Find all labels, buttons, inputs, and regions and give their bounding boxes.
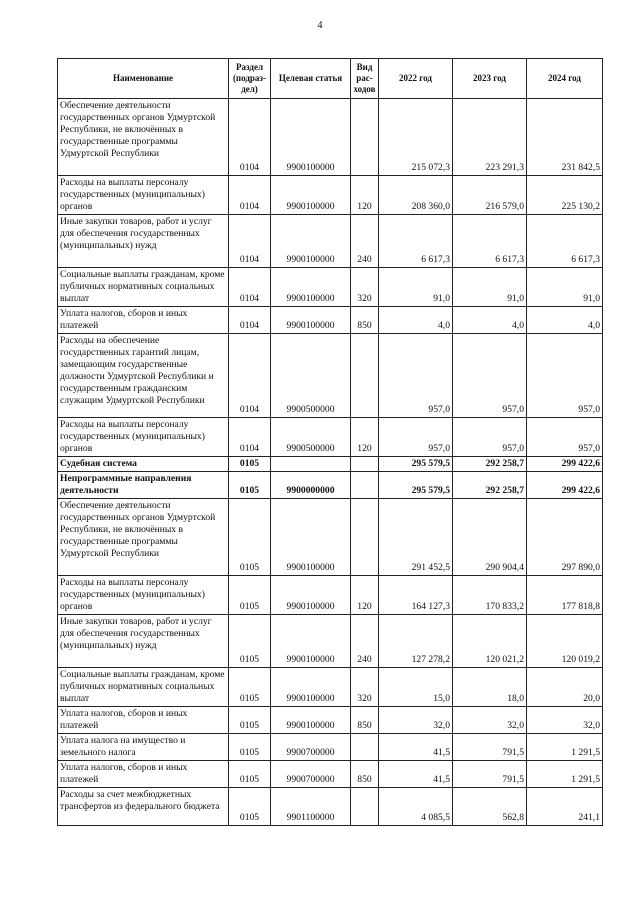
table-row bbox=[58, 268, 603, 307]
cell-name: Расходы за счет межбюджетных трансфертов из федерального бюджета bbox=[58, 788, 229, 826]
table-row bbox=[58, 457, 603, 472]
cell-y2023: 957,0 bbox=[453, 334, 527, 418]
header-2022: 2022 год bbox=[379, 59, 453, 99]
cell-y2022: 208 360,0 bbox=[379, 176, 453, 215]
table-row bbox=[58, 668, 603, 707]
cell-csr: 9900100000 bbox=[271, 576, 351, 615]
cell-csr: 9900500000 bbox=[271, 334, 351, 418]
cell-section: 0104 bbox=[229, 215, 271, 268]
cell-y2024: 32,0 bbox=[527, 707, 603, 734]
cell-y2022: 295 579,5 bbox=[379, 472, 453, 499]
cell-section: 0105 bbox=[229, 788, 271, 826]
cell-name: Непрограммные направления деятельности bbox=[58, 472, 229, 499]
cell-vid: 850 bbox=[351, 307, 379, 334]
cell-y2022: 4,0 bbox=[379, 307, 453, 334]
header-2024: 2024 год bbox=[527, 59, 603, 99]
cell-y2023: 91,0 bbox=[453, 268, 527, 307]
table-header-row bbox=[58, 59, 603, 99]
cell-section: 0105 bbox=[229, 472, 271, 499]
cell-y2023: 290 904,4 bbox=[453, 499, 527, 576]
header-name: Наименование bbox=[58, 59, 229, 99]
cell-section: 0104 bbox=[229, 268, 271, 307]
cell-vid: 120 bbox=[351, 418, 379, 457]
cell-csr: 9900100000 bbox=[271, 268, 351, 307]
cell-vid bbox=[351, 734, 379, 761]
cell-y2023: 6 617,3 bbox=[453, 215, 527, 268]
cell-y2024: 177 818,8 bbox=[527, 576, 603, 615]
cell-y2024: 225 130,2 bbox=[527, 176, 603, 215]
budget-table bbox=[57, 58, 603, 826]
table-row bbox=[58, 761, 603, 788]
cell-csr: 9900000000 bbox=[271, 472, 351, 499]
cell-y2024: 20,0 bbox=[527, 668, 603, 707]
table-row bbox=[58, 418, 603, 457]
cell-vid bbox=[351, 499, 379, 576]
cell-y2022: 32,0 bbox=[379, 707, 453, 734]
cell-y2022: 15,0 bbox=[379, 668, 453, 707]
cell-y2022: 957,0 bbox=[379, 418, 453, 457]
cell-csr bbox=[271, 457, 351, 472]
cell-vid bbox=[351, 457, 379, 472]
cell-vid: 120 bbox=[351, 176, 379, 215]
cell-section: 0105 bbox=[229, 761, 271, 788]
cell-vid bbox=[351, 788, 379, 826]
cell-y2022: 4 085,5 bbox=[379, 788, 453, 826]
cell-y2023: 120 021,2 bbox=[453, 615, 527, 668]
cell-csr: 9900100000 bbox=[271, 215, 351, 268]
cell-csr: 9900500000 bbox=[271, 418, 351, 457]
cell-csr: 9900100000 bbox=[271, 307, 351, 334]
table-row bbox=[58, 99, 603, 176]
cell-name: Расходы на выплаты персоналу государственных (муниципальных) органов bbox=[58, 576, 229, 615]
cell-section: 0105 bbox=[229, 615, 271, 668]
cell-section: 0105 bbox=[229, 707, 271, 734]
cell-section: 0105 bbox=[229, 668, 271, 707]
cell-section: 0104 bbox=[229, 176, 271, 215]
table-row bbox=[58, 576, 603, 615]
table-row bbox=[58, 788, 603, 826]
cell-csr: 9900100000 bbox=[271, 615, 351, 668]
cell-name: Расходы на обеспечение государственных гарантий лицам, замещающим государственные должности Удмуртской Республики и государственным гражданским служащим Удмуртской Республики bbox=[58, 334, 229, 418]
cell-csr: 9900100000 bbox=[271, 99, 351, 176]
cell-y2022: 91,0 bbox=[379, 268, 453, 307]
cell-name: Уплата налога на имущество и земельного налога bbox=[58, 734, 229, 761]
cell-name: Расходы на выплаты персоналу государственных (муниципальных) органов bbox=[58, 418, 229, 457]
cell-csr: 9900100000 bbox=[271, 499, 351, 576]
cell-name: Иные закупки товаров, работ и услуг для обеспечения государственных (муниципальных) нужд bbox=[58, 215, 229, 268]
cell-y2023: 292 258,7 bbox=[453, 457, 527, 472]
cell-y2024: 957,0 bbox=[527, 418, 603, 457]
cell-y2024: 231 842,5 bbox=[527, 99, 603, 176]
cell-y2024: 120 019,2 bbox=[527, 615, 603, 668]
cell-section: 0105 bbox=[229, 734, 271, 761]
cell-y2023: 791,5 bbox=[453, 734, 527, 761]
cell-vid bbox=[351, 472, 379, 499]
cell-vid: 850 bbox=[351, 707, 379, 734]
cell-section: 0105 bbox=[229, 576, 271, 615]
header-2023: 2023 год bbox=[453, 59, 527, 99]
cell-name: Уплата налогов, сборов и иных платежей bbox=[58, 761, 229, 788]
cell-vid bbox=[351, 99, 379, 176]
cell-vid bbox=[351, 334, 379, 418]
cell-y2024: 6 617,3 bbox=[527, 215, 603, 268]
cell-vid: 240 bbox=[351, 215, 379, 268]
cell-y2024: 4,0 bbox=[527, 307, 603, 334]
cell-vid: 320 bbox=[351, 268, 379, 307]
cell-y2022: 164 127,3 bbox=[379, 576, 453, 615]
cell-csr: 9900100000 bbox=[271, 707, 351, 734]
cell-y2023: 4,0 bbox=[453, 307, 527, 334]
header-section: Раздел (подраз-дел) bbox=[229, 59, 271, 99]
cell-name: Социальные выплаты гражданам, кроме публичных нормативных социальных выплат bbox=[58, 268, 229, 307]
cell-y2023: 562,8 bbox=[453, 788, 527, 826]
cell-csr: 9900100000 bbox=[271, 176, 351, 215]
cell-section: 0104 bbox=[229, 307, 271, 334]
cell-name: Иные закупки товаров, работ и услуг для обеспечения государственных (муниципальных) нужд bbox=[58, 615, 229, 668]
cell-csr: 9900700000 bbox=[271, 761, 351, 788]
cell-y2024: 1 291,5 bbox=[527, 761, 603, 788]
cell-y2022: 291 452,5 bbox=[379, 499, 453, 576]
cell-y2022: 957,0 bbox=[379, 334, 453, 418]
cell-y2023: 791,5 bbox=[453, 761, 527, 788]
cell-name: Обеспечение деятельности государственных органов Удмуртской Республики, не включённых в государственные программы Удмуртской Республики bbox=[58, 499, 229, 576]
cell-section: 0104 bbox=[229, 99, 271, 176]
table-row bbox=[58, 499, 603, 576]
cell-y2024: 91,0 bbox=[527, 268, 603, 307]
table-row bbox=[58, 215, 603, 268]
cell-y2022: 41,5 bbox=[379, 734, 453, 761]
cell-csr: 9900700000 bbox=[271, 734, 351, 761]
cell-section: 0105 bbox=[229, 499, 271, 576]
table-row bbox=[58, 334, 603, 418]
header-vid: Вид рас-ходов bbox=[351, 59, 379, 99]
cell-y2023: 170 833,2 bbox=[453, 576, 527, 615]
table-row bbox=[58, 472, 603, 499]
cell-y2024: 241,1 bbox=[527, 788, 603, 826]
table-body bbox=[58, 99, 603, 826]
cell-name: Расходы на выплаты персоналу государственных (муниципальных) органов bbox=[58, 176, 229, 215]
cell-section: 0104 bbox=[229, 334, 271, 418]
cell-csr: 9900100000 bbox=[271, 668, 351, 707]
cell-name: Уплата налогов, сборов и иных платежей bbox=[58, 707, 229, 734]
cell-y2023: 216 579,0 bbox=[453, 176, 527, 215]
cell-y2023: 292 258,7 bbox=[453, 472, 527, 499]
cell-vid: 320 bbox=[351, 668, 379, 707]
cell-y2024: 299 422,6 bbox=[527, 457, 603, 472]
table-row bbox=[58, 615, 603, 668]
cell-y2024: 297 890,0 bbox=[527, 499, 603, 576]
cell-section: 0105 bbox=[229, 457, 271, 472]
cell-y2022: 295 579,5 bbox=[379, 457, 453, 472]
table-row bbox=[58, 176, 603, 215]
cell-vid: 850 bbox=[351, 761, 379, 788]
cell-y2024: 1 291,5 bbox=[527, 734, 603, 761]
cell-y2023: 32,0 bbox=[453, 707, 527, 734]
header-csr: Целевая статья bbox=[271, 59, 351, 99]
cell-y2022: 127 278,2 bbox=[379, 615, 453, 668]
cell-y2024: 957,0 bbox=[527, 334, 603, 418]
cell-vid: 240 bbox=[351, 615, 379, 668]
cell-name: Судебная система bbox=[58, 457, 229, 472]
cell-y2022: 6 617,3 bbox=[379, 215, 453, 268]
cell-y2023: 957,0 bbox=[453, 418, 527, 457]
cell-csr: 9901100000 bbox=[271, 788, 351, 826]
cell-y2023: 223 291,3 bbox=[453, 99, 527, 176]
cell-y2022: 41,5 bbox=[379, 761, 453, 788]
cell-name: Обеспечение деятельности государственных органов Удмуртской Республики, не включённых в государственные программы Удмуртской Республики bbox=[58, 99, 229, 176]
cell-name: Уплата налогов, сборов и иных платежей bbox=[58, 307, 229, 334]
cell-name: Социальные выплаты гражданам, кроме публичных нормативных социальных выплат bbox=[58, 668, 229, 707]
page-number: 4 bbox=[317, 20, 323, 31]
cell-y2023: 18,0 bbox=[453, 668, 527, 707]
table-row bbox=[58, 307, 603, 334]
table-row bbox=[58, 734, 603, 761]
table-row bbox=[58, 707, 603, 734]
cell-y2022: 215 072,3 bbox=[379, 99, 453, 176]
cell-vid: 120 bbox=[351, 576, 379, 615]
cell-section: 0104 bbox=[229, 418, 271, 457]
cell-y2024: 299 422,6 bbox=[527, 472, 603, 499]
